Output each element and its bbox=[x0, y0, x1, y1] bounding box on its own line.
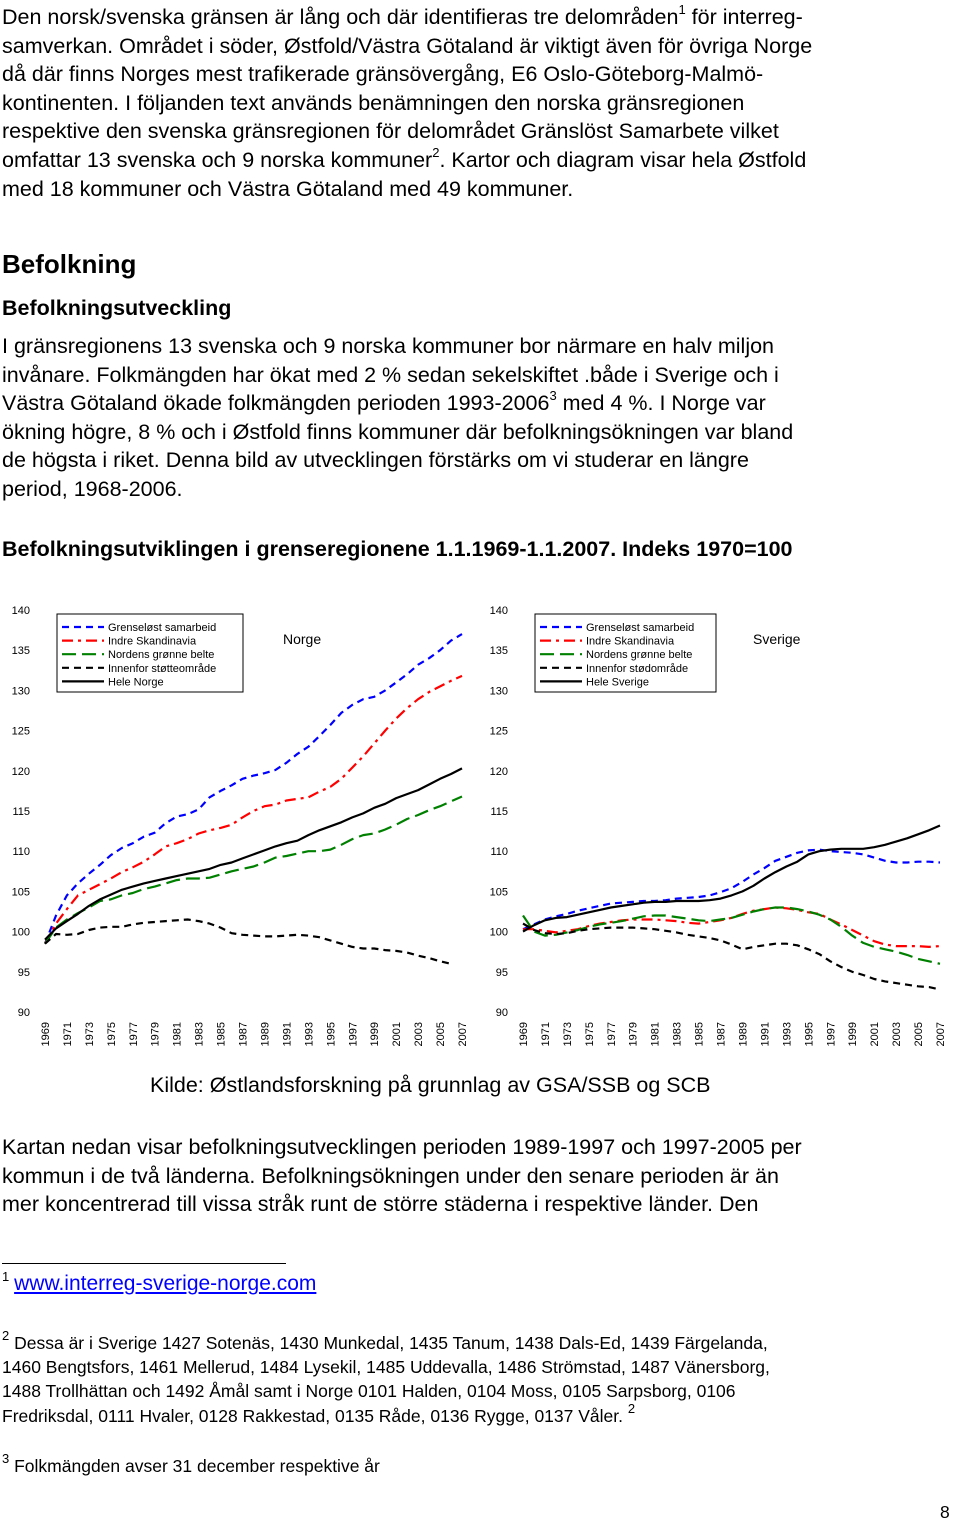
intro-line: samverkan. Området i söder, Østfold/Västra Götaland är viktigt även för övriga Norge bbox=[2, 33, 813, 58]
y-tick-label: 95 bbox=[495, 966, 508, 979]
body-line: mer koncentrerad till vissa stråk runt de större städerna i respektive länder. Den bbox=[2, 1192, 759, 1217]
x-tick-label: 1997 bbox=[825, 1022, 838, 1047]
series-line bbox=[45, 797, 462, 944]
x-tick-label: 1981 bbox=[171, 1022, 184, 1047]
subsection-heading: Befolkningsutveckling bbox=[2, 296, 232, 320]
y-tick-label: 135 bbox=[489, 645, 508, 658]
y-tick-label: 100 bbox=[489, 926, 508, 939]
chart-series-title: Norge bbox=[283, 631, 322, 647]
x-tick-label: 1981 bbox=[649, 1022, 662, 1047]
x-tick-label: 1983 bbox=[671, 1022, 684, 1047]
legend-label: Indre Skandinavia bbox=[108, 635, 197, 648]
footnote-ref: 1 bbox=[678, 1, 686, 17]
footnote-link[interactable]: www.interreg-sverige-norge.com bbox=[14, 1272, 317, 1295]
y-tick-label: 95 bbox=[17, 966, 30, 979]
intro-line: . Kartor och diagram visar hela Østfold bbox=[439, 147, 807, 172]
x-tick-label: 1985 bbox=[215, 1022, 228, 1047]
intro-line: kontinenten. I följanden text används benämningen den norska gränsregionen bbox=[2, 90, 745, 115]
y-tick-label: 135 bbox=[11, 645, 30, 658]
series-line bbox=[45, 768, 462, 939]
y-tick-label: 130 bbox=[11, 685, 30, 698]
footnote-number: 3 bbox=[2, 1451, 10, 1467]
y-tick-label: 120 bbox=[489, 765, 508, 778]
x-tick-label: 1993 bbox=[781, 1022, 794, 1047]
y-tick-label: 115 bbox=[12, 806, 30, 818]
y-tick-label: 100 bbox=[11, 926, 30, 939]
map-paragraph bbox=[2, 1133, 952, 1219]
x-tick-label: 1975 bbox=[583, 1022, 596, 1047]
footnote-line: Fredriksdal, 0111 Hvaler, 0128 Rakkestad, 0135 Råde, 0136 Rygge, 0137 Våler. bbox=[2, 1405, 623, 1426]
x-tick-label: 1995 bbox=[803, 1022, 816, 1047]
legend-label: Innenfor stødområde bbox=[586, 662, 689, 675]
y-tick-label: 120 bbox=[11, 765, 30, 778]
x-tick-label: 1979 bbox=[149, 1022, 162, 1047]
y-tick-label: 140 bbox=[489, 605, 508, 617]
y-tick-label: 110 bbox=[490, 846, 508, 859]
x-tick-label: 1977 bbox=[127, 1022, 140, 1047]
x-tick-label: 1999 bbox=[847, 1022, 860, 1047]
intro-line: Den norsk/svenska gränsen är lång och där identifieras tre delområden bbox=[2, 5, 679, 29]
y-tick-label: 115 bbox=[490, 806, 508, 818]
x-tick-label: 1969 bbox=[518, 1022, 530, 1047]
body-line: period, 1968-2006. bbox=[2, 476, 183, 501]
y-tick-label: 125 bbox=[489, 725, 508, 738]
x-tick-label: 1979 bbox=[627, 1022, 640, 1047]
population-paragraph bbox=[2, 332, 952, 504]
x-tick-label: 1971 bbox=[61, 1022, 74, 1047]
y-tick-label: 90 bbox=[17, 1007, 30, 1019]
x-tick-label: 1983 bbox=[193, 1022, 206, 1047]
x-tick-label: 2007 bbox=[935, 1022, 947, 1047]
intro-paragraph bbox=[2, 3, 952, 203]
chart-sverige-svg bbox=[478, 598, 958, 1068]
x-tick-label: 1987 bbox=[237, 1022, 250, 1047]
x-tick-label: 1991 bbox=[281, 1022, 294, 1047]
footnote-3 bbox=[2, 1451, 380, 1478]
footnote-line: Folkmängden avser 31 december respektive år bbox=[14, 1456, 380, 1476]
body-line: Västra Götaland ökade folkmängden perioden 1993-2006 bbox=[2, 391, 550, 416]
legend-label: Hele Norge bbox=[108, 676, 164, 689]
footnote-number: 1 bbox=[2, 1269, 10, 1285]
footnote-ref: 2 bbox=[627, 1400, 636, 1416]
footnote-ref: 3 bbox=[549, 388, 557, 404]
x-tick-label: 1989 bbox=[259, 1022, 272, 1047]
intro-line: respektive den svenska gränsregionen för delområdet Gränslöst Samarbete vilket bbox=[2, 119, 779, 144]
x-tick-label: 2005 bbox=[435, 1022, 448, 1047]
series-line bbox=[523, 924, 940, 990]
legend-label: Hele Sverige bbox=[586, 676, 649, 689]
x-tick-label: 2005 bbox=[913, 1022, 926, 1047]
x-tick-label: 1989 bbox=[737, 1022, 750, 1047]
legend-label: Grenseløst samarbeid bbox=[586, 622, 695, 634]
footnote-line: 1460 Bengtsfors, 1461 Mellerud, 1484 Lysekil, 1485 Uddevalla, 1486 Strömstad, 1487 Vänersborg, bbox=[2, 1357, 770, 1378]
x-tick-label: 2007 bbox=[457, 1022, 469, 1047]
footnote-rule bbox=[2, 1263, 286, 1264]
footnote-line: 1488 Trollhättan och 1492 Åmål samt i Norge 0101 Halden, 0104 Moss, 0105 Sarpsborg, 0106 bbox=[2, 1381, 736, 1402]
intro-line: då där finns Norges mest trafikerade gränsövergång, E6 Oslo-Göteborg-Malmö- bbox=[2, 62, 764, 87]
x-tick-label: 1991 bbox=[759, 1022, 772, 1047]
x-tick-label: 1987 bbox=[715, 1022, 728, 1047]
x-tick-label: 2001 bbox=[391, 1022, 404, 1047]
chart-norge bbox=[0, 598, 480, 1068]
x-tick-label: 1999 bbox=[369, 1022, 382, 1047]
legend-label: Innenfor støtteområde bbox=[108, 662, 217, 675]
x-tick-label: 1985 bbox=[693, 1022, 706, 1047]
y-tick-label: 90 bbox=[495, 1007, 508, 1019]
x-tick-label: 2001 bbox=[869, 1022, 882, 1047]
intro-line: med 18 kommuner och Västra Götaland med 49 kommuner. bbox=[2, 176, 574, 201]
intro-line: för interreg- bbox=[685, 5, 803, 29]
footnote-2 bbox=[2, 1328, 770, 1428]
footnote-line: Dessa är i Sverige 1427 Sotenäs, 1430 Munkedal, 1435 Tanum, 1438 Dals-Ed, 1439 Färgelanda, bbox=[14, 1333, 768, 1353]
footnote-ref: 2 bbox=[432, 144, 440, 160]
body-line: ökning högre, 8 % och i Østfold finns kommuner där befolkningsökningen var bland bbox=[2, 419, 794, 444]
y-tick-label: 130 bbox=[489, 685, 508, 698]
chart-source: Kilde: Østlandsforskning på grunnlag av GSA/SSB og SCB bbox=[150, 1073, 711, 1097]
intro-line: omfattar 13 svenska och 9 norska kommuner bbox=[2, 147, 433, 172]
x-tick-label: 1973 bbox=[83, 1022, 96, 1047]
body-line: kommun i de två länderna. Befolkningsökningen under den senare perioden är än bbox=[2, 1163, 779, 1188]
series-line bbox=[523, 826, 940, 932]
x-tick-label: 1969 bbox=[40, 1022, 52, 1047]
series-line bbox=[523, 908, 940, 964]
legend-label: Nordens grønne belte bbox=[108, 649, 215, 662]
footnote-1 bbox=[2, 1269, 317, 1296]
y-tick-label: 105 bbox=[489, 886, 508, 899]
chart-series-title: Sverige bbox=[753, 631, 801, 647]
legend-label: Nordens grønne belte bbox=[586, 649, 693, 662]
x-tick-label: 1975 bbox=[105, 1022, 118, 1047]
series-line bbox=[45, 920, 451, 964]
chart-sverige bbox=[478, 598, 958, 1068]
y-tick-label: 125 bbox=[11, 725, 30, 738]
body-line: de högsta i riket. Denna bild av utvecklingen förstärks om vi studerar en längre bbox=[2, 448, 749, 473]
x-tick-label: 1995 bbox=[325, 1022, 338, 1047]
section-heading: Befolkning bbox=[2, 249, 137, 279]
x-tick-label: 1997 bbox=[347, 1022, 360, 1047]
page-number: 8 bbox=[940, 1502, 950, 1522]
chart-norge-svg bbox=[0, 598, 480, 1068]
x-tick-label: 2003 bbox=[891, 1022, 904, 1047]
body-line: med 4 %. I Norge var bbox=[556, 391, 766, 416]
legend-label: Indre Skandinavia bbox=[586, 635, 675, 648]
x-tick-label: 2003 bbox=[413, 1022, 426, 1047]
body-line: invånare. Folkmängden har ökat med 2 % sedan sekelskiftet .både i Sverige och i bbox=[2, 362, 779, 387]
y-tick-label: 105 bbox=[11, 886, 30, 899]
body-line: Kartan nedan visar befolkningsutvecklingen perioden 1989-1997 och 1997-2005 per bbox=[2, 1135, 802, 1159]
x-tick-label: 1973 bbox=[561, 1022, 574, 1047]
x-tick-label: 1993 bbox=[303, 1022, 316, 1047]
chart-title: Befolkningsutviklingen i grenseregionene 1.1.1969-1.1.2007. Indeks 1970=100 bbox=[2, 537, 793, 561]
x-tick-label: 1971 bbox=[539, 1022, 552, 1047]
x-tick-label: 1977 bbox=[605, 1022, 618, 1047]
y-tick-label: 140 bbox=[11, 605, 30, 617]
y-tick-label: 110 bbox=[12, 846, 30, 859]
footnote-number: 2 bbox=[2, 1328, 10, 1344]
series-line bbox=[45, 676, 462, 944]
body-line: I gränsregionens 13 svenska och 9 norska kommuner bor närmare en halv miljon bbox=[2, 334, 775, 358]
legend-label: Grenseløst samarbeid bbox=[108, 622, 217, 634]
